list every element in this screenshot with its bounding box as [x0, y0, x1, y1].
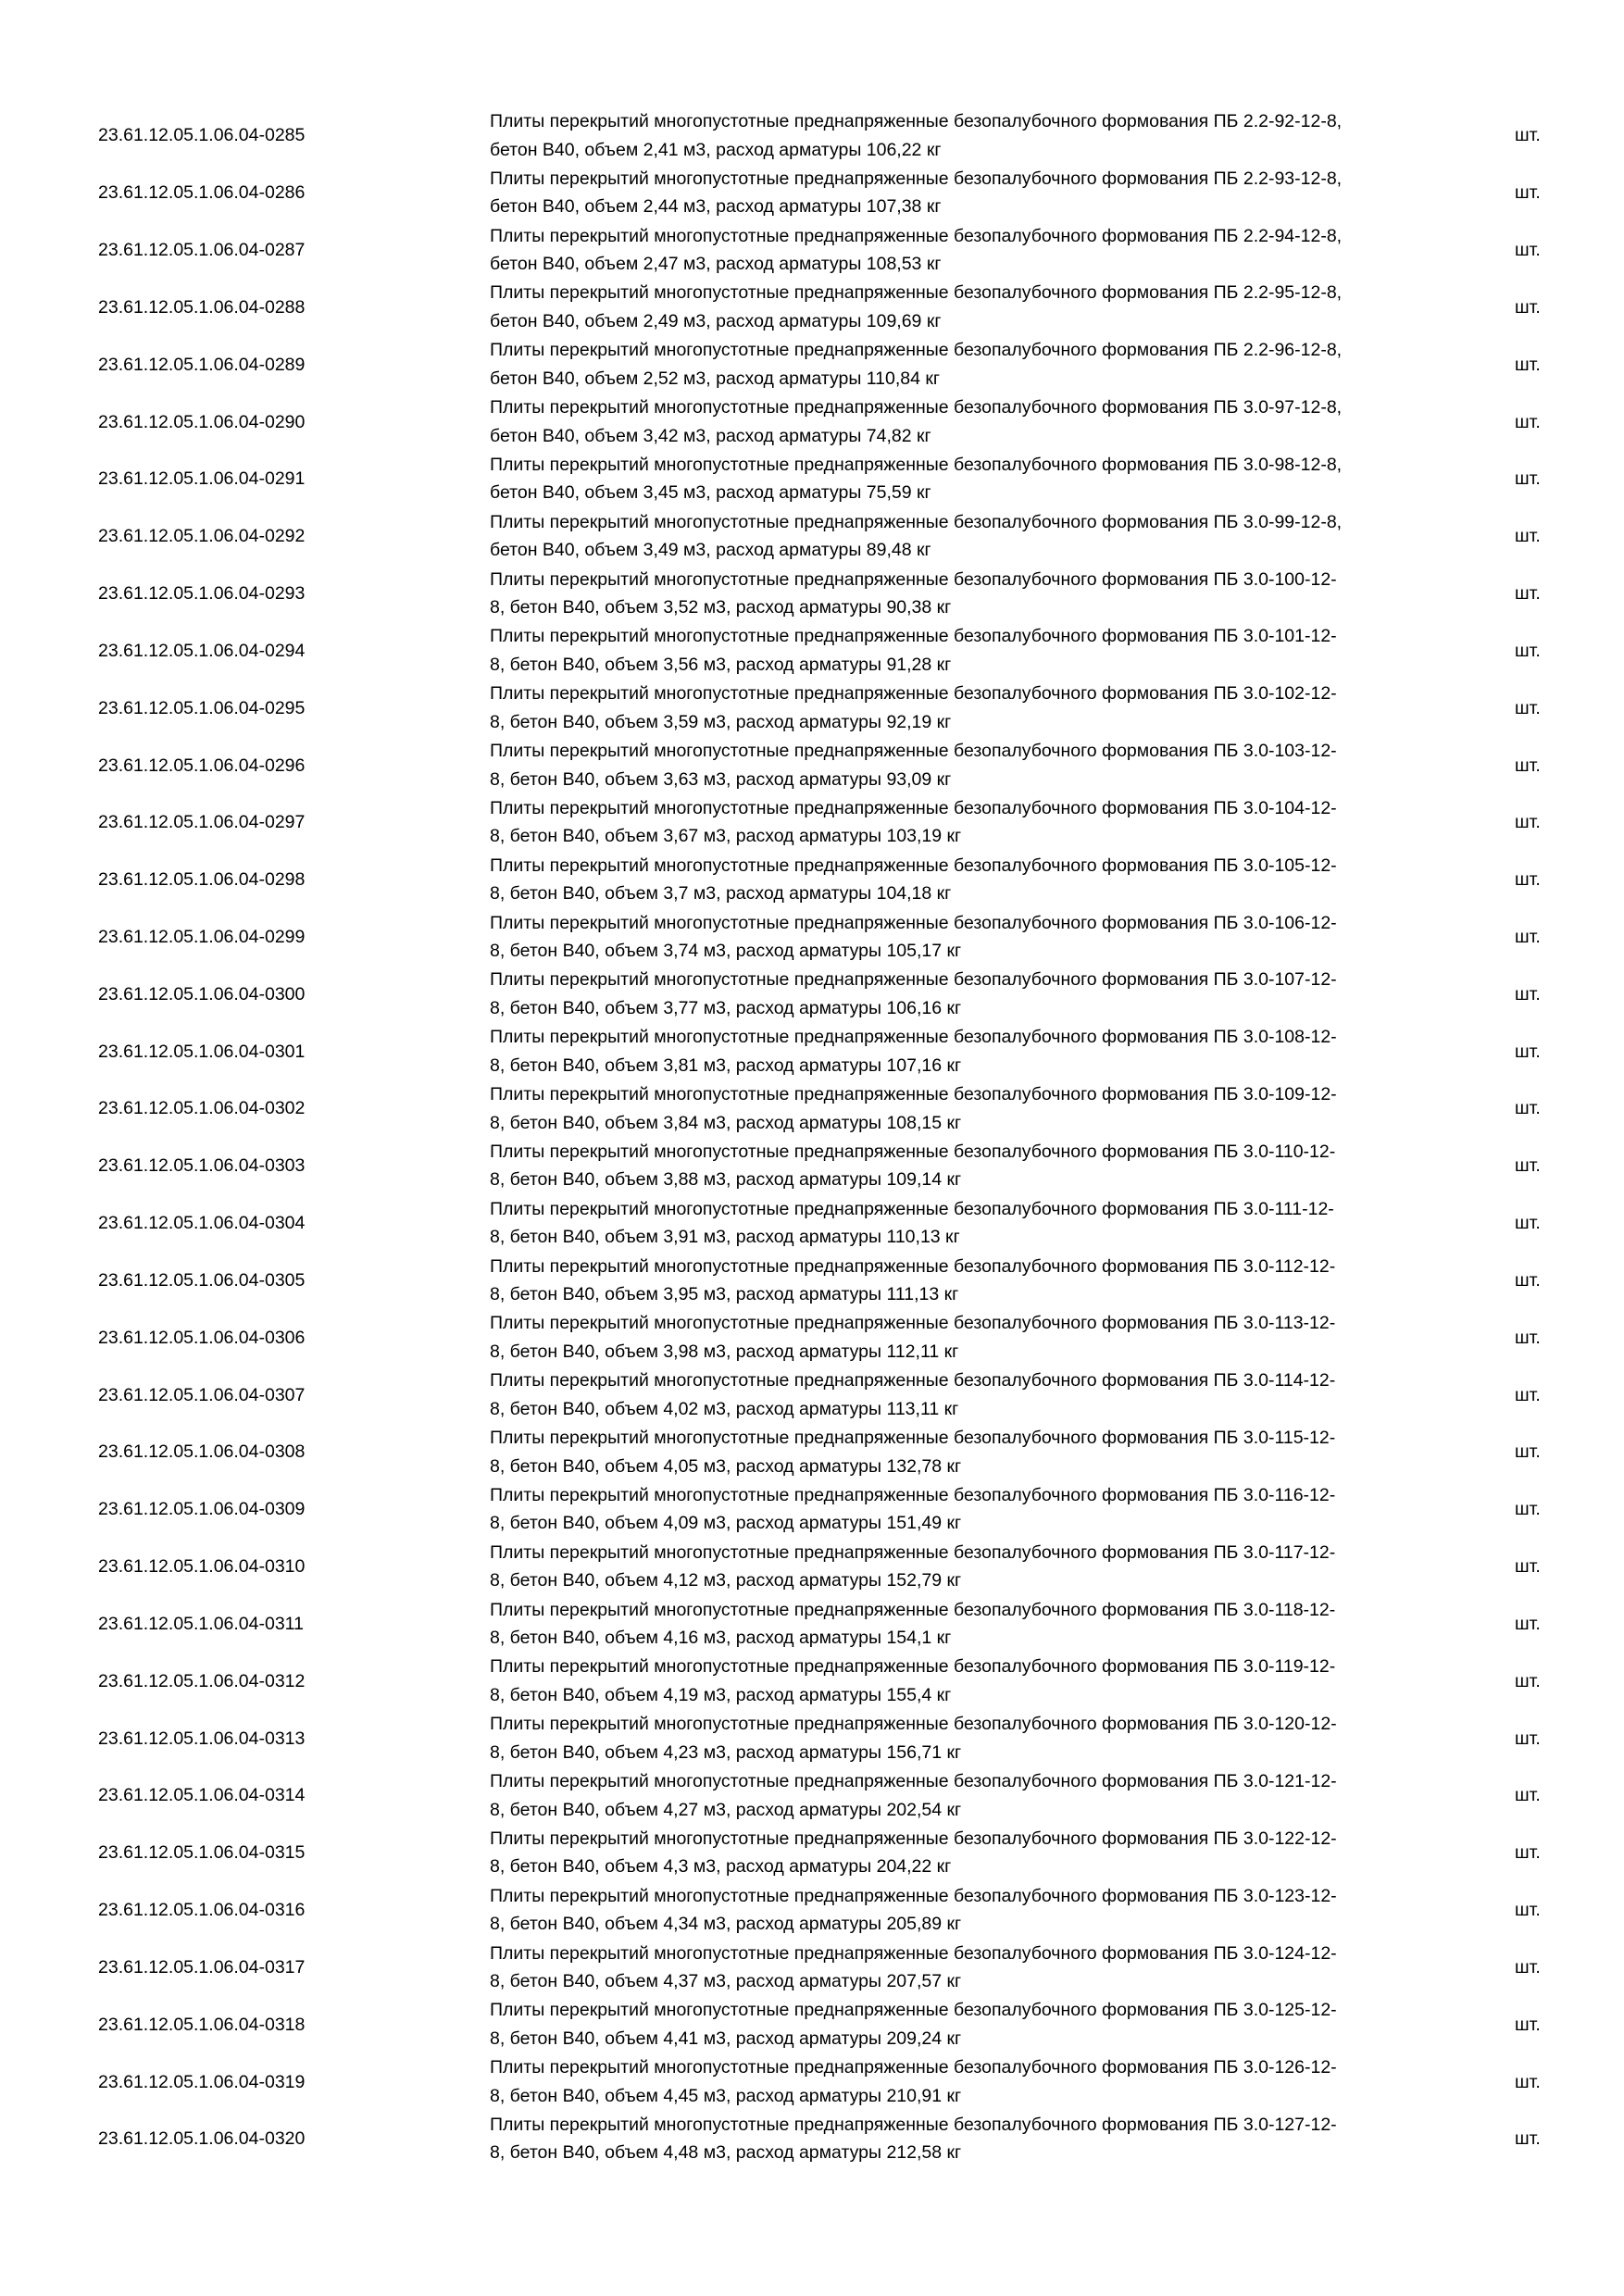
- table-row: [0, 279, 1624, 336]
- item-unit: шт.: [1515, 583, 1541, 605]
- item-code: 23.61.12.05.1.06.04-0286: [98, 182, 306, 204]
- item-description-line: 8, бетон В40, объем 4,3 м3, расход арматуры 204,22 кг: [490, 1856, 952, 1878]
- table-row: [0, 737, 1624, 794]
- item-unit: шт.: [1515, 1842, 1541, 1864]
- item-code: 23.61.12.05.1.06.04-0294: [98, 640, 306, 661]
- item-code: 23.61.12.05.1.06.04-0293: [98, 583, 306, 605]
- item-description: [490, 1253, 1453, 1309]
- item-description: [490, 2053, 1453, 2110]
- item-unit: шт.: [1515, 1613, 1541, 1634]
- item-description-line: бетон В40, объем 2,44 м3, расход арматуры 107,38 кг: [490, 196, 942, 218]
- item-unit: шт.: [1515, 2014, 1541, 2035]
- item-unit: шт.: [1515, 1441, 1541, 1463]
- item-description: [490, 622, 1453, 679]
- table-row: [0, 680, 1624, 737]
- item-code: 23.61.12.05.1.06.04-0304: [98, 1213, 306, 1234]
- item-description: [490, 165, 1453, 221]
- table-row: [0, 2111, 1624, 2168]
- item-code: 23.61.12.05.1.06.04-0310: [98, 1556, 306, 1578]
- table-row: [0, 909, 1624, 967]
- item-description: [490, 508, 1453, 565]
- table-row: [0, 1767, 1624, 1825]
- item-description-line: Плиты перекрытий многопустотные преднапряженные безопалубочного формования ПБ 3.0-108-12-: [490, 1027, 1337, 1048]
- item-description-line: Плиты перекрытий многопустотные преднапряженные безопалубочного формования ПБ 3.0-117-12-: [490, 1541, 1336, 1563]
- item-unit: шт.: [1515, 1499, 1541, 1520]
- item-description-line: 8, бетон В40, объем 4,16 м3, расход арматуры 154,1 кг: [490, 1628, 952, 1649]
- item-unit: шт.: [1515, 1556, 1541, 1578]
- item-description: [490, 279, 1453, 335]
- item-description-line: Плиты перекрытий многопустотные преднапряженные безопалубочного формования ПБ 3.0-106-12-: [490, 912, 1337, 933]
- item-description-line: Плиты перекрытий многопустотные преднапряженные безопалубочного формования ПБ 3.0-97-12-8,: [490, 397, 1343, 418]
- item-unit: шт.: [1515, 1098, 1541, 1119]
- item-code: 23.61.12.05.1.06.04-0299: [98, 927, 306, 947]
- item-description-line: Плиты перекрытий многопустотные преднапряженные безопалубочного формования ПБ 3.0-101-12-: [490, 626, 1337, 647]
- item-unit: шт.: [1515, 411, 1541, 432]
- item-description: [490, 794, 1453, 851]
- item-description: [490, 336, 1453, 393]
- item-description-line: Плиты перекрытий многопустотные преднапряженные безопалубочного формования ПБ 3.0-105-12-: [490, 855, 1337, 876]
- item-unit: шт.: [1515, 468, 1541, 490]
- item-description: [490, 852, 1453, 908]
- item-description-line: Плиты перекрытий многопустотные преднапряженные безопалубочного формования ПБ 3.0-125-12-: [490, 2000, 1337, 2021]
- item-description-line: Плиты перекрытий многопустотные преднапряженные безопалубочного формования ПБ 3.0-115-12-: [490, 1428, 1336, 1449]
- table-row: [0, 1023, 1624, 1080]
- item-description-line: Плиты перекрытий многопустотные преднапряженные безопалубочного формования ПБ 3.0-103-12-: [490, 741, 1337, 762]
- item-description: [490, 1882, 1453, 1939]
- item-description-line: Плиты перекрытий многопустотные преднапряженные безопалубочного формования ПБ 3.0-124-12-: [490, 1942, 1337, 1964]
- item-description-line: Плиты перекрытий многопустотные преднапряженные безопалубочного формования ПБ 3.0-120-12-: [490, 1714, 1337, 1735]
- table-row: [0, 393, 1624, 451]
- item-description-line: 8, бетон В40, объем 4,41 м3, расход арматуры 209,24 кг: [490, 2028, 962, 2049]
- item-description: [490, 1481, 1453, 1538]
- item-description: [490, 680, 1453, 736]
- item-code: 23.61.12.05.1.06.04-0287: [98, 240, 306, 261]
- item-description-line: 8, бетон В40, объем 4,12 м3, расход арматуры 152,79 кг: [490, 1570, 962, 1591]
- item-description-line: Плиты перекрытий многопустотные преднапряженные безопалубочного формования ПБ 3.0-127-12-: [490, 2114, 1337, 2135]
- item-description-line: 8, бетон В40, объем 3,98 м3, расход арматуры 112,11 кг: [490, 1341, 959, 1362]
- item-description-line: Плиты перекрытий многопустотные преднапряженные безопалубочного формования ПБ 3.0-107-12-: [490, 969, 1337, 991]
- item-code: 23.61.12.05.1.06.04-0306: [98, 1327, 306, 1348]
- item-description-line: 8, бетон В40, объем 4,37 м3, расход арматуры 207,57 кг: [490, 1971, 962, 1991]
- item-code: 23.61.12.05.1.06.04-0288: [98, 296, 306, 318]
- item-description-line: Плиты перекрытий многопустотные преднапряженные безопалубочного формования ПБ 3.0-123-12-: [490, 1885, 1337, 1906]
- item-description-line: Плиты перекрытий многопустотные преднапряженные безопалубочного формования ПБ 3.0-118-12-: [490, 1599, 1336, 1620]
- item-code: 23.61.12.05.1.06.04-0318: [98, 2014, 306, 2035]
- item-description: [490, 1710, 1453, 1766]
- item-description: [490, 107, 1453, 164]
- item-code: 23.61.12.05.1.06.04-0291: [98, 468, 306, 490]
- item-description-line: 8, бетон В40, объем 3,7 м3, расход арматуры 104,18 кг: [490, 883, 952, 905]
- item-code: 23.61.12.05.1.06.04-0309: [98, 1499, 306, 1520]
- item-description-line: 8, бетон В40, объем 4,48 м3, расход арматуры 212,58 кг: [490, 2142, 962, 2164]
- table-row: [0, 1996, 1624, 2053]
- item-description: [490, 393, 1453, 450]
- item-unit: шт.: [1515, 1956, 1541, 1978]
- item-unit: шт.: [1515, 927, 1541, 947]
- item-description-line: Плиты перекрытий многопустотные преднапряженные безопалубочного формования ПБ 2.2-96-12-8,: [490, 340, 1343, 361]
- item-description: [490, 1366, 1453, 1423]
- item-description-line: 8, бетон В40, объем 4,02 м3, расход арматуры 113,11 кг: [490, 1398, 959, 1419]
- table-row: [0, 1138, 1624, 1195]
- item-unit: шт.: [1515, 1785, 1541, 1806]
- item-description-line: 8, бетон В40, объем 3,81 м3, расход арматуры 107,16 кг: [490, 1054, 962, 1076]
- item-description-line: 8, бетон В40, объем 3,95 м3, расход арматуры 111,13 кг: [490, 1284, 959, 1305]
- table-row: [0, 1825, 1624, 1882]
- item-description-line: 8, бетон В40, объем 4,34 м3, расход арматуры 205,89 кг: [490, 1914, 962, 1935]
- item-code: 23.61.12.05.1.06.04-0303: [98, 1155, 306, 1177]
- item-description-line: 8, бетон В40, объем 4,27 м3, расход арматуры 202,54 кг: [490, 1799, 962, 1820]
- item-description: [490, 451, 1453, 507]
- item-description: [490, 737, 1453, 793]
- table-row: [0, 622, 1624, 680]
- item-description-line: 8, бетон В40, объем 3,74 м3, расход арматуры 105,17 кг: [490, 941, 962, 962]
- table-row: [0, 566, 1624, 623]
- item-unit: шт.: [1515, 296, 1541, 318]
- item-code: 23.61.12.05.1.06.04-0320: [98, 2128, 306, 2150]
- table-row: [0, 1539, 1624, 1596]
- item-unit: шт.: [1515, 240, 1541, 261]
- table-row: [0, 222, 1624, 280]
- item-description-line: Плиты перекрытий многопустотные преднапряженные безопалубочного формования ПБ 2.2-92-12-8,: [490, 111, 1343, 131]
- item-description: [490, 1138, 1453, 1194]
- item-code: 23.61.12.05.1.06.04-0285: [98, 125, 306, 146]
- table-row: [0, 107, 1624, 165]
- item-code: 23.61.12.05.1.06.04-0319: [98, 2071, 306, 2092]
- item-description-line: бетон В40, объем 2,41 м3, расход арматуры 106,22 кг: [490, 139, 942, 160]
- item-unit: шт.: [1515, 1384, 1541, 1405]
- item-description-line: бетон В40, объем 3,45 м3, расход арматуры 75,59 кг: [490, 482, 931, 504]
- item-description: [490, 1539, 1453, 1595]
- item-code: 23.61.12.05.1.06.04-0305: [98, 1269, 306, 1291]
- item-description-line: 8, бетон В40, объем 3,77 м3, расход арматуры 106,16 кг: [490, 997, 962, 1018]
- item-unit: шт.: [1515, 755, 1541, 776]
- table-row: [0, 1080, 1624, 1138]
- table-row: [0, 1481, 1624, 1539]
- table-row: [0, 1195, 1624, 1253]
- item-unit: шт.: [1515, 354, 1541, 375]
- item-description: [490, 1424, 1453, 1480]
- item-unit: шт.: [1515, 983, 1541, 1004]
- item-unit: шт.: [1515, 1213, 1541, 1234]
- item-code: 23.61.12.05.1.06.04-0292: [98, 526, 306, 547]
- item-unit: шт.: [1515, 1728, 1541, 1749]
- table-row: [0, 336, 1624, 393]
- table-row: [0, 1940, 1624, 1997]
- item-description-line: 8, бетон В40, объем 3,91 м3, расход арматуры 110,13 кг: [490, 1227, 960, 1248]
- item-code: 23.61.12.05.1.06.04-0313: [98, 1728, 306, 1749]
- item-code: 23.61.12.05.1.06.04-0307: [98, 1384, 306, 1405]
- item-description: [490, 1596, 1453, 1653]
- item-description-line: Плиты перекрытий многопустотные преднапряженные безопалубочного формования ПБ 3.0-98-12-8,: [490, 454, 1343, 475]
- item-description-line: 8, бетон В40, объем 3,63 м3, расход арматуры 93,09 кг: [490, 768, 952, 790]
- item-description-line: 8, бетон В40, объем 3,67 м3, расход арматуры 103,19 кг: [490, 826, 962, 847]
- item-code: 23.61.12.05.1.06.04-0312: [98, 1670, 306, 1691]
- table-row: [0, 1882, 1624, 1940]
- item-description: [490, 1653, 1453, 1709]
- item-description-line: 8, бетон В40, объем 4,09 м3, расход арматуры 151,49 кг: [490, 1513, 962, 1534]
- item-description-line: бетон В40, объем 2,52 м3, расход арматуры 110,84 кг: [490, 368, 941, 389]
- item-description-line: 8, бетон В40, объем 3,59 м3, расход арматуры 92,19 кг: [490, 711, 952, 732]
- table-row: [0, 1424, 1624, 1481]
- item-description-line: Плиты перекрытий многопустотные преднапряженные безопалубочного формования ПБ 3.0-100-12-: [490, 568, 1337, 590]
- item-description: [490, 222, 1453, 279]
- item-code: 23.61.12.05.1.06.04-0316: [98, 1900, 306, 1921]
- item-description: [490, 1767, 1453, 1824]
- item-description-line: 8, бетон В40, объем 4,19 м3, расход арматуры 155,4 кг: [490, 1684, 952, 1705]
- item-description-line: 8, бетон В40, объем 4,45 м3, расход арматуры 210,91 кг: [490, 2085, 962, 2106]
- item-description-line: Плиты перекрытий многопустотные преднапряженные безопалубочного формования ПБ 3.0-99-12-8,: [490, 511, 1343, 532]
- item-unit: шт.: [1515, 697, 1541, 718]
- table-row: [0, 1366, 1624, 1424]
- item-description-line: Плиты перекрытий многопустотные преднапряженные безопалубочного формования ПБ 2.2-94-12-8,: [490, 225, 1343, 246]
- item-unit: шт.: [1515, 1900, 1541, 1921]
- table-row: [0, 1710, 1624, 1767]
- item-description: [490, 1309, 1453, 1366]
- item-description-line: 8, бетон В40, объем 3,84 м3, расход арматуры 108,15 кг: [490, 1112, 962, 1133]
- item-code: 23.61.12.05.1.06.04-0298: [98, 869, 306, 891]
- item-description-line: Плиты перекрытий многопустотные преднапряженные безопалубочного формования ПБ 3.0-119-12-: [490, 1656, 1336, 1678]
- table-row: [0, 451, 1624, 508]
- item-unit: шт.: [1515, 1327, 1541, 1348]
- item-unit: шт.: [1515, 1269, 1541, 1291]
- item-unit: шт.: [1515, 1041, 1541, 1062]
- item-description: [490, 1080, 1453, 1137]
- item-unit: шт.: [1515, 1670, 1541, 1691]
- item-description: [490, 1996, 1453, 2053]
- item-description-line: бетон В40, объем 3,49 м3, расход арматуры 89,48 кг: [490, 540, 931, 561]
- item-unit: шт.: [1515, 1155, 1541, 1177]
- item-description-line: Плиты перекрытий многопустотные преднапряженные безопалубочного формования ПБ 3.0-121-12-: [490, 1771, 1337, 1792]
- table-row: [0, 1596, 1624, 1653]
- item-description: [490, 1940, 1453, 1996]
- table-row: [0, 852, 1624, 909]
- item-description-line: Плиты перекрытий многопустотные преднапряженные безопалубочного формования ПБ 3.0-122-12-: [490, 1828, 1337, 1849]
- item-code: 23.61.12.05.1.06.04-0297: [98, 812, 306, 833]
- item-description-line: бетон В40, объем 2,47 м3, расход арматуры 108,53 кг: [490, 254, 942, 275]
- item-description-line: 8, бетон В40, объем 4,23 м3, расход арматуры 156,71 кг: [490, 1741, 962, 1763]
- item-code: 23.61.12.05.1.06.04-0289: [98, 354, 306, 375]
- item-code: 23.61.12.05.1.06.04-0308: [98, 1441, 306, 1463]
- item-code: 23.61.12.05.1.06.04-0295: [98, 697, 306, 718]
- item-code: 23.61.12.05.1.06.04-0315: [98, 1842, 306, 1864]
- item-code: 23.61.12.05.1.06.04-0317: [98, 1956, 306, 1978]
- item-description-line: Плиты перекрытий многопустотные преднапряженные безопалубочного формования ПБ 3.0-102-12-: [490, 683, 1337, 705]
- item-description: [490, 2111, 1453, 2167]
- item-description-line: бетон В40, объем 3,42 м3, расход арматуры 74,82 кг: [490, 425, 931, 446]
- item-unit: шт.: [1515, 869, 1541, 891]
- table-row: [0, 966, 1624, 1023]
- item-description-line: Плиты перекрытий многопустотные преднапряженные безопалубочного формования ПБ 3.0-111-12-: [490, 1198, 1334, 1219]
- item-code: 23.61.12.05.1.06.04-0296: [98, 755, 306, 776]
- table-row: [0, 2053, 1624, 2111]
- item-code: 23.61.12.05.1.06.04-0314: [98, 1785, 306, 1806]
- item-description-line: Плиты перекрытий многопустотные преднапряженные безопалубочного формования ПБ 3.0-114-12-: [490, 1370, 1336, 1391]
- item-description-line: Плиты перекрытий многопустотные преднапряженные безопалубочного формования ПБ 2.2-93-12-8,: [490, 168, 1343, 189]
- item-unit: шт.: [1515, 812, 1541, 833]
- table-row: [0, 1309, 1624, 1366]
- item-unit: шт.: [1515, 182, 1541, 204]
- item-code: 23.61.12.05.1.06.04-0301: [98, 1041, 306, 1062]
- item-description-line: 8, бетон В40, объем 4,05 м3, расход арматуры 132,78 кг: [490, 1455, 962, 1477]
- item-description: [490, 1195, 1453, 1252]
- item-description: [490, 1825, 1453, 1881]
- item-description: [490, 1023, 1453, 1079]
- table-row: [0, 1253, 1624, 1310]
- item-description-line: Плиты перекрытий многопустотные преднапряженные безопалубочного формования ПБ 3.0-109-12-: [490, 1084, 1337, 1105]
- item-description-line: Плиты перекрытий многопустотные преднапряженные безопалубочного формования ПБ 3.0-113-12-: [490, 1313, 1336, 1334]
- item-description-line: Плиты перекрытий многопустотные преднапряженные безопалубочного формования ПБ 3.0-112-12-: [490, 1255, 1336, 1277]
- item-description-line: бетон В40, объем 2,49 м3, расход арматуры 109,69 кг: [490, 310, 942, 331]
- table-row: [0, 165, 1624, 222]
- item-unit: шт.: [1515, 2071, 1541, 2092]
- item-description-line: Плиты перекрытий многопустотные преднапряженные безопалубочного формования ПБ 3.0-126-12-: [490, 2057, 1337, 2078]
- item-description-line: 8, бетон В40, объем 3,56 м3, расход арматуры 91,28 кг: [490, 654, 952, 675]
- table-row: [0, 794, 1624, 852]
- item-description-line: 8, бетон В40, объем 3,88 м3, расход арматуры 109,14 кг: [490, 1169, 962, 1191]
- item-code: 23.61.12.05.1.06.04-0300: [98, 983, 306, 1004]
- item-code: 23.61.12.05.1.06.04-0290: [98, 411, 306, 432]
- item-description-line: Плиты перекрытий многопустотные преднапряженные безопалубочного формования ПБ 3.0-116-12-: [490, 1484, 1336, 1505]
- item-description: [490, 966, 1453, 1022]
- item-code: 23.61.12.05.1.06.04-0311: [98, 1613, 304, 1634]
- table-row: [0, 1653, 1624, 1710]
- item-description-line: Плиты перекрытий многопустотные преднапряженные безопалубочного формования ПБ 2.2-95-12-8,: [490, 282, 1343, 304]
- item-unit: шт.: [1515, 2128, 1541, 2150]
- table-row: [0, 508, 1624, 566]
- item-description: [490, 909, 1453, 966]
- item-unit: шт.: [1515, 125, 1541, 146]
- item-code: 23.61.12.05.1.06.04-0302: [98, 1098, 306, 1119]
- item-description: [490, 566, 1453, 622]
- item-description-line: Плиты перекрытий многопустотные преднапряженные безопалубочного формования ПБ 3.0-104-12-: [490, 797, 1337, 818]
- item-unit: шт.: [1515, 640, 1541, 661]
- item-unit: шт.: [1515, 526, 1541, 547]
- item-description-line: 8, бетон В40, объем 3,52 м3, расход арматуры 90,38 кг: [490, 597, 952, 618]
- item-description-line: Плиты перекрытий многопустотные преднапряженные безопалубочного формования ПБ 3.0-110-12-: [490, 1141, 1336, 1162]
- materials-table: [0, 107, 1624, 2168]
